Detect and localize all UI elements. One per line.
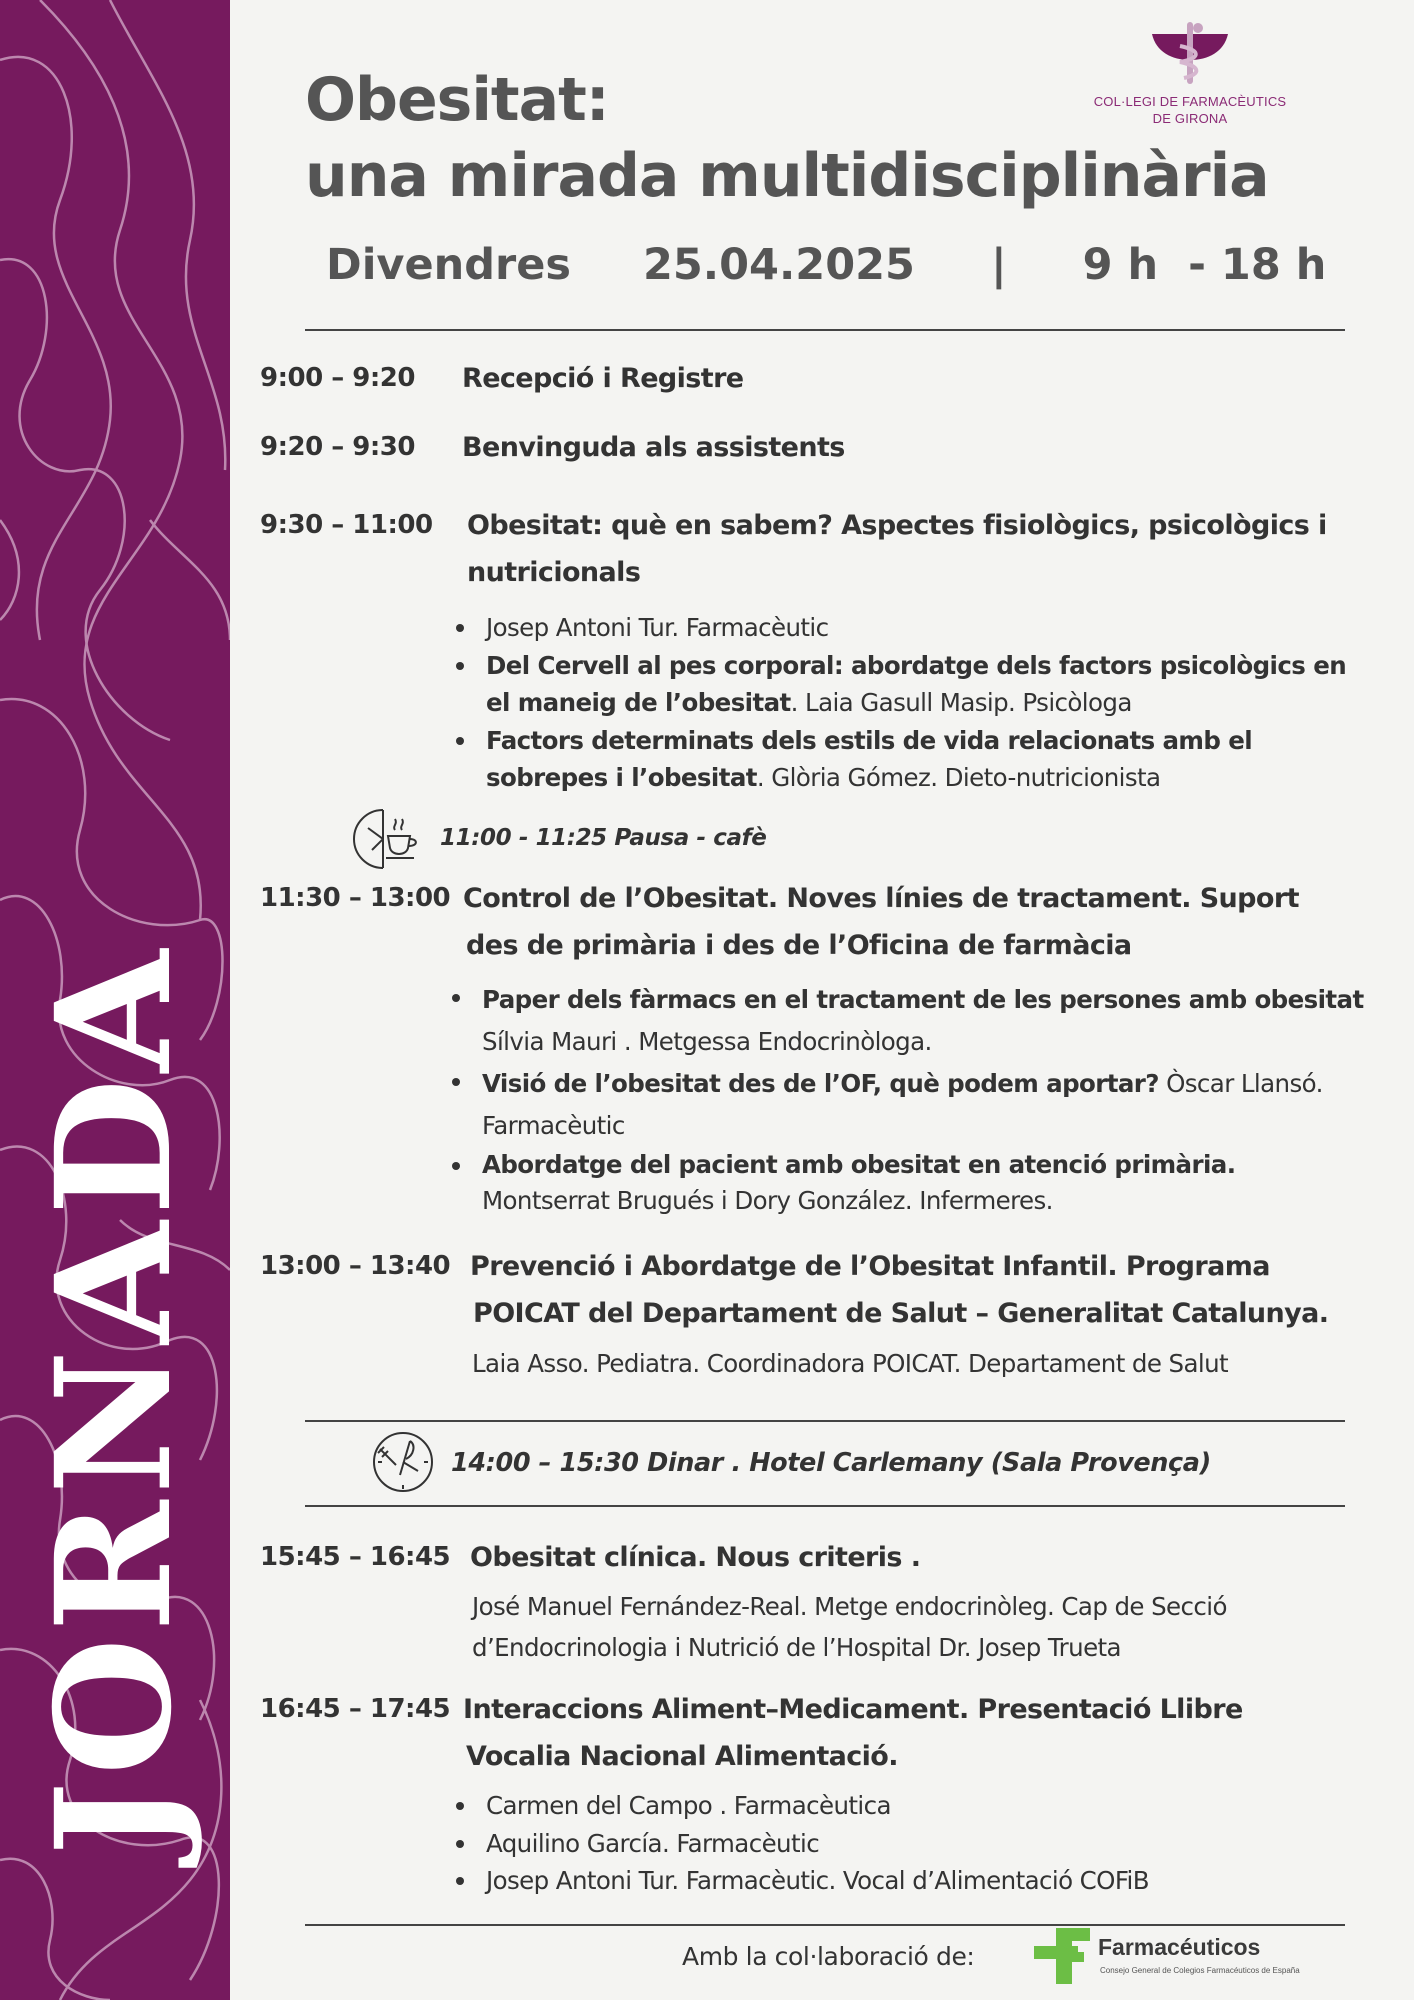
session-title: Benvinguda als assistents	[462, 432, 845, 463]
session-title: Control de l’Obesitat. Noves línies de tractament. Suport des de primària i des de l’Oficina de farmàcia	[463, 883, 1299, 961]
divider-top	[305, 329, 1345, 331]
session-time: 9:20 – 9:30	[260, 432, 415, 462]
speaker-text: Laia Asso. Pediatra. Coordinadora POICAT. Departament de Salut	[472, 1349, 1229, 1378]
date-separator: |	[990, 240, 1007, 290]
list-item: Visió de l’obesitat des de l’OF, què podem aportar? Òscar Llansó. Farmacèutic	[448, 1063, 1388, 1147]
green-f-cross-icon	[1030, 1922, 1100, 1988]
college-logo-line1: COL·LEGI DE FARMACÈUTICS	[1093, 94, 1287, 109]
session-time: 15:45 – 16:45	[260, 1542, 451, 1572]
sidebar-band	[0, 0, 230, 2000]
session-time: 9:00 – 9:20	[260, 363, 415, 393]
page-title	[305, 62, 1269, 214]
sponsor-logo	[1030, 1922, 1330, 1992]
clock-coffee-icon	[350, 806, 420, 872]
list-item: Abordatge del pacient amb obesitat en atenció primària. Montserrat Brugués i Dory González. Infermeres.	[448, 1147, 1388, 1219]
session-time: 9:30 – 11:00	[260, 510, 433, 540]
date-line	[326, 240, 1327, 290]
session-title: Prevenció i Abordatge de l’Obesitat Infantil. Programa POICAT del Departament de Salut – Generalitat Catalunya.	[470, 1251, 1329, 1329]
list-item: Del Cervell al pes corporal: abordatge dels factors psicològics en el maneig de l’obesitat. Laia Gasull Masip. Psicòloga	[452, 647, 1372, 722]
college-logo-line2: DE GIRONA	[1152, 111, 1228, 126]
event-date: 25.04.2025	[642, 240, 915, 290]
list-item: Paper dels fàrmacs en el tractament de les persones amb obesitat Sílvia Mauri . Metgessa Endocrinòloga.	[448, 979, 1388, 1063]
session-title: Obesitat clínica. Nous criteris .	[470, 1542, 921, 1573]
list-item: Josep Antoni Tur. Farmacèutic	[452, 609, 1372, 647]
session-time: 11:30 – 13:00	[260, 883, 451, 913]
list-item: Josep Antoni Tur. Farmacèutic. Vocal d’Alimentació COFiB	[452, 1862, 1372, 1900]
coffee-break-label: 11:00 - 11:25 Pausa - cafè	[440, 825, 767, 851]
sponsor-subtitle: Consejo General de Colegios Farmacéuticos de España	[1100, 1966, 1300, 1975]
list-item: Carmen del Campo . Farmacèutica	[452, 1787, 1372, 1825]
list-item: Factors determinats dels estils de vida relacionats amb el sobrepes i l’obesitat. Glòria Gómez. Dieto-nutricionista	[452, 722, 1372, 797]
jornada-vertical-text: JORNADA	[22, 943, 207, 1857]
speaker-list	[452, 609, 1372, 797]
session-title: Recepció i Registre	[462, 363, 744, 394]
sponsor-name: Farmacéuticos	[1098, 1934, 1261, 1960]
speaker-list	[448, 979, 1388, 1219]
collaboration-label: Amb la col·laboració de:	[682, 1942, 975, 1971]
event-day: Divendres	[326, 240, 571, 290]
speaker-text: José Manuel Fernández-Real. Metge endocrinòleg. Cap de Secció d’Endocrinologia i Nutrició de l’Hospital Dr. Josep Trueta	[472, 1592, 1227, 1662]
event-hours: 9 h - 18 h	[1082, 240, 1327, 290]
session-title: Obesitat: què en sabem? Aspectes fisiològics, psicològics i nutricionals	[467, 510, 1327, 588]
divider-lunch-bottom	[305, 1505, 1345, 1507]
clock-cutlery-icon	[370, 1431, 436, 1493]
title-line-2: una mirada multidisciplinària	[305, 141, 1269, 211]
lunch-label: 14:00 – 15:30 Dinar . Hotel Carlemany (Sala Provença)	[451, 1448, 1211, 1478]
list-item: Aquilino García. Farmacèutic	[452, 1825, 1372, 1863]
title-line-1: Obesitat:	[305, 65, 609, 135]
divider-lunch-top	[305, 1420, 1345, 1422]
speaker-list	[452, 1787, 1372, 1900]
session-time: 13:00 – 13:40	[260, 1251, 451, 1281]
session-title: Interaccions Aliment–Medicament. Presentació Llibre Vocalia Nacional Alimentació.	[463, 1694, 1243, 1772]
session-time: 16:45 – 17:45	[260, 1694, 451, 1724]
